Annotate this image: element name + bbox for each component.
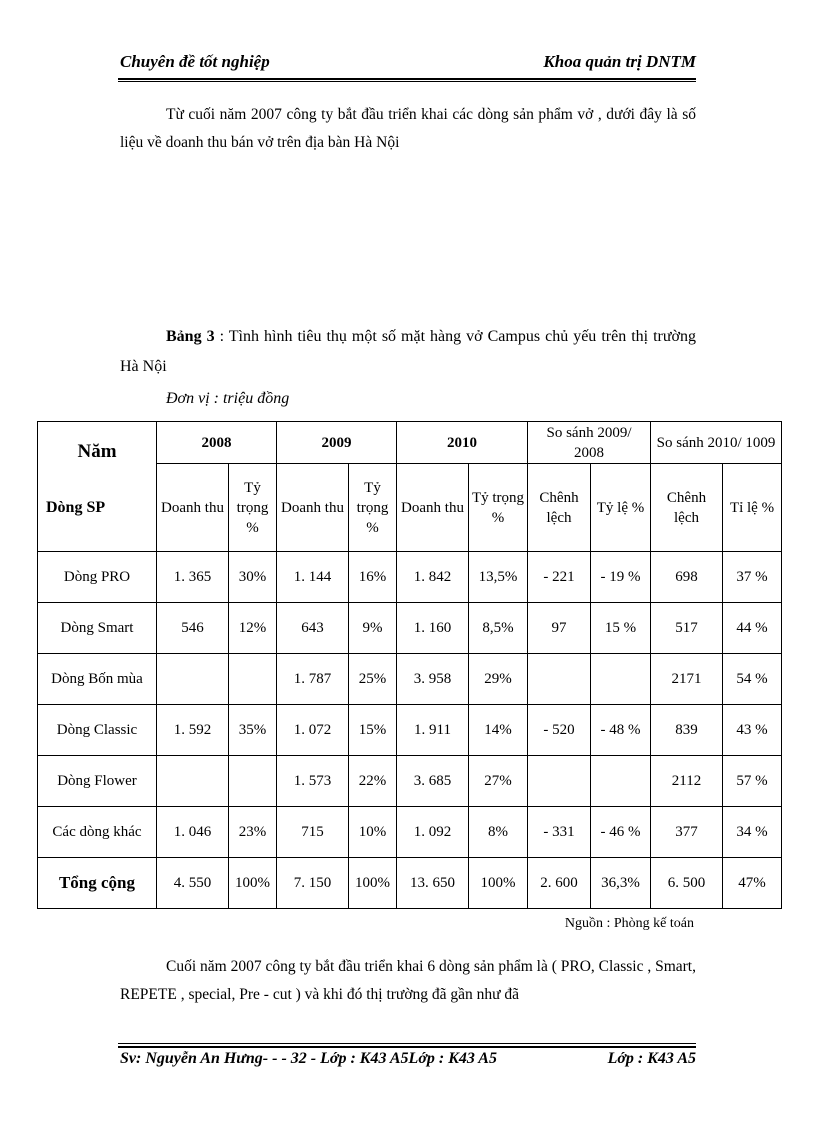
table-cell: - 48 % [591,705,651,756]
row-label: Dòng PRO [38,552,157,603]
table-cell [528,654,591,705]
footer-rule-thin [118,1043,696,1044]
table-cell: 27% [469,756,528,807]
table-row [38,756,782,807]
table-cell: 1. 072 [277,705,349,756]
table-cell: 546 [157,603,229,654]
table-cell: 14% [469,705,528,756]
table-cell: 35% [229,705,277,756]
total-cell: 13. 650 [397,858,469,909]
footer-right: Lớp : K43 A5 [607,1050,696,1067]
table-header-row-1 [38,422,782,464]
compare-2009-2008: So sánh 2009/ 2008 [528,422,651,464]
table-cell: 97 [528,603,591,654]
table-cell: - 520 [528,705,591,756]
row-label: Dòng Flower [38,756,157,807]
unit-note: Đơn vị : triệu đồng [166,390,290,407]
table-caption [120,322,696,382]
table-cell: 517 [651,603,723,654]
table-cell: 1. 092 [397,807,469,858]
table-cell: 1. 573 [277,756,349,807]
table-cell: - 46 % [591,807,651,858]
row-label: Dòng Classic [38,705,157,756]
year-2010: 2010 [397,422,528,464]
table-body [38,552,782,858]
footer-rule [118,1046,696,1048]
sub-rate: Tỉ lệ % [723,464,782,552]
table-cell: 2171 [651,654,723,705]
table-cell: 1. 160 [397,603,469,654]
header-rule-thin [118,81,696,82]
table-cell: 698 [651,552,723,603]
header-rule [118,78,696,80]
table-cell [229,654,277,705]
corner-bottom: Dòng SP [46,499,106,516]
row-label: Các dòng khác [38,807,157,858]
total-cell: 100% [349,858,397,909]
total-cell: 4. 550 [157,858,229,909]
closing-paragraph: Cuối năm 2007 công ty bắt đầu triển khai 6 dòng sản phẩm là ( PRO, Classic , Smart, REPETE , special, Pre - cut ) và khi đó thị trường đã gần như đã [120,958,696,1003]
table-cell: 8% [469,807,528,858]
corner-top: Năm [77,441,117,462]
row-label: Dòng Bốn mùa [38,654,157,705]
table-cell: - 331 [528,807,591,858]
sub-revenue: Doanh thu [157,464,229,552]
table-cell [528,756,591,807]
table-cell: 1. 787 [277,654,349,705]
table-cell: 25% [349,654,397,705]
corner-cell [38,422,157,552]
sub-diff: Chênh lệch [651,464,723,552]
table-cell: 43 % [723,705,782,756]
caption-text: : Tình hình tiêu thụ một số mặt hàng vở Campus chủ yếu trên thị trường Hà Nội [120,328,697,375]
table-row [38,552,782,603]
table-cell: 37 % [723,552,782,603]
total-cell: 7. 150 [277,858,349,909]
total-cell: 6. 500 [651,858,723,909]
table-cell: 22% [349,756,397,807]
table-cell: 1. 046 [157,807,229,858]
table-cell: 1. 144 [277,552,349,603]
table-cell [229,756,277,807]
table-cell: 1. 365 [157,552,229,603]
sub-rate: Tỷ lệ % [591,464,651,552]
table-cell: 3. 958 [397,654,469,705]
caption-label: Bảng 3 [166,328,215,345]
total-cell: 47% [723,858,782,909]
table-cell: 57 % [723,756,782,807]
table-cell: 1. 842 [397,552,469,603]
table-row [38,603,782,654]
table-cell: 16% [349,552,397,603]
sub-diff: Chênh lệch [528,464,591,552]
table-cell: 54 % [723,654,782,705]
intro-paragraph: Từ cuối năm 2007 công ty bắt đầu triển khai các dòng sản phẩm vở , dưới đây là số liệu về doanh thu bán vở trên địa bàn Hà Nội [120,106,696,151]
total-row [38,858,782,909]
sub-revenue: Doanh thu [397,464,469,552]
table-cell: 10% [349,807,397,858]
table-cell: 715 [277,807,349,858]
table-cell: 15 % [591,603,651,654]
year-2009: 2009 [277,422,397,464]
table-cell: 13,5% [469,552,528,603]
total-cell: 100% [229,858,277,909]
sub-share: Tỷ trọng % [469,464,528,552]
table-cell: 15% [349,705,397,756]
header-left: Chuyên đề tốt nghiệp [120,52,270,71]
table-cell [591,654,651,705]
table-cell: 34 % [723,807,782,858]
table-row [38,654,782,705]
table-cell: 8,5% [469,603,528,654]
table-cell: 44 % [723,603,782,654]
table-cell: 12% [229,603,277,654]
table-cell: 30% [229,552,277,603]
table-cell: 377 [651,807,723,858]
table-cell: 23% [229,807,277,858]
table-cell: 29% [469,654,528,705]
total-cell: 36,3% [591,858,651,909]
source-note: Nguồn : Phòng kế toán [564,916,694,931]
table-cell: 1. 911 [397,705,469,756]
table-cell: 839 [651,705,723,756]
table-row [38,705,782,756]
footer-left: Sv: Nguyễn An Hưng- - - 32 - Lớp : K43 A5Lớp : K43 A5 [120,1050,497,1067]
total-cell: 100% [469,858,528,909]
table-cell: 2112 [651,756,723,807]
table-cell: 643 [277,603,349,654]
row-label: Dòng Smart [38,603,157,654]
table-cell [591,756,651,807]
header-right: Khoa quản trị DNTM [543,52,696,71]
sub-share: Tỷ trọng % [229,464,277,552]
table-cell: - 221 [528,552,591,603]
year-2008: 2008 [157,422,277,464]
table-cell: 3. 685 [397,756,469,807]
total-label: Tổng cộng [38,858,157,909]
sales-table [37,421,782,909]
compare-2010-1009: So sánh 2010/ 1009 [651,422,782,464]
table-cell: - 19 % [591,552,651,603]
table-row [38,807,782,858]
sub-share: Tỷ trọng % [349,464,397,552]
table-cell: 9% [349,603,397,654]
total-cell: 2. 600 [528,858,591,909]
table-cell: 1. 592 [157,705,229,756]
table-cell [157,654,229,705]
table-cell [157,756,229,807]
sub-revenue: Doanh thu [277,464,349,552]
